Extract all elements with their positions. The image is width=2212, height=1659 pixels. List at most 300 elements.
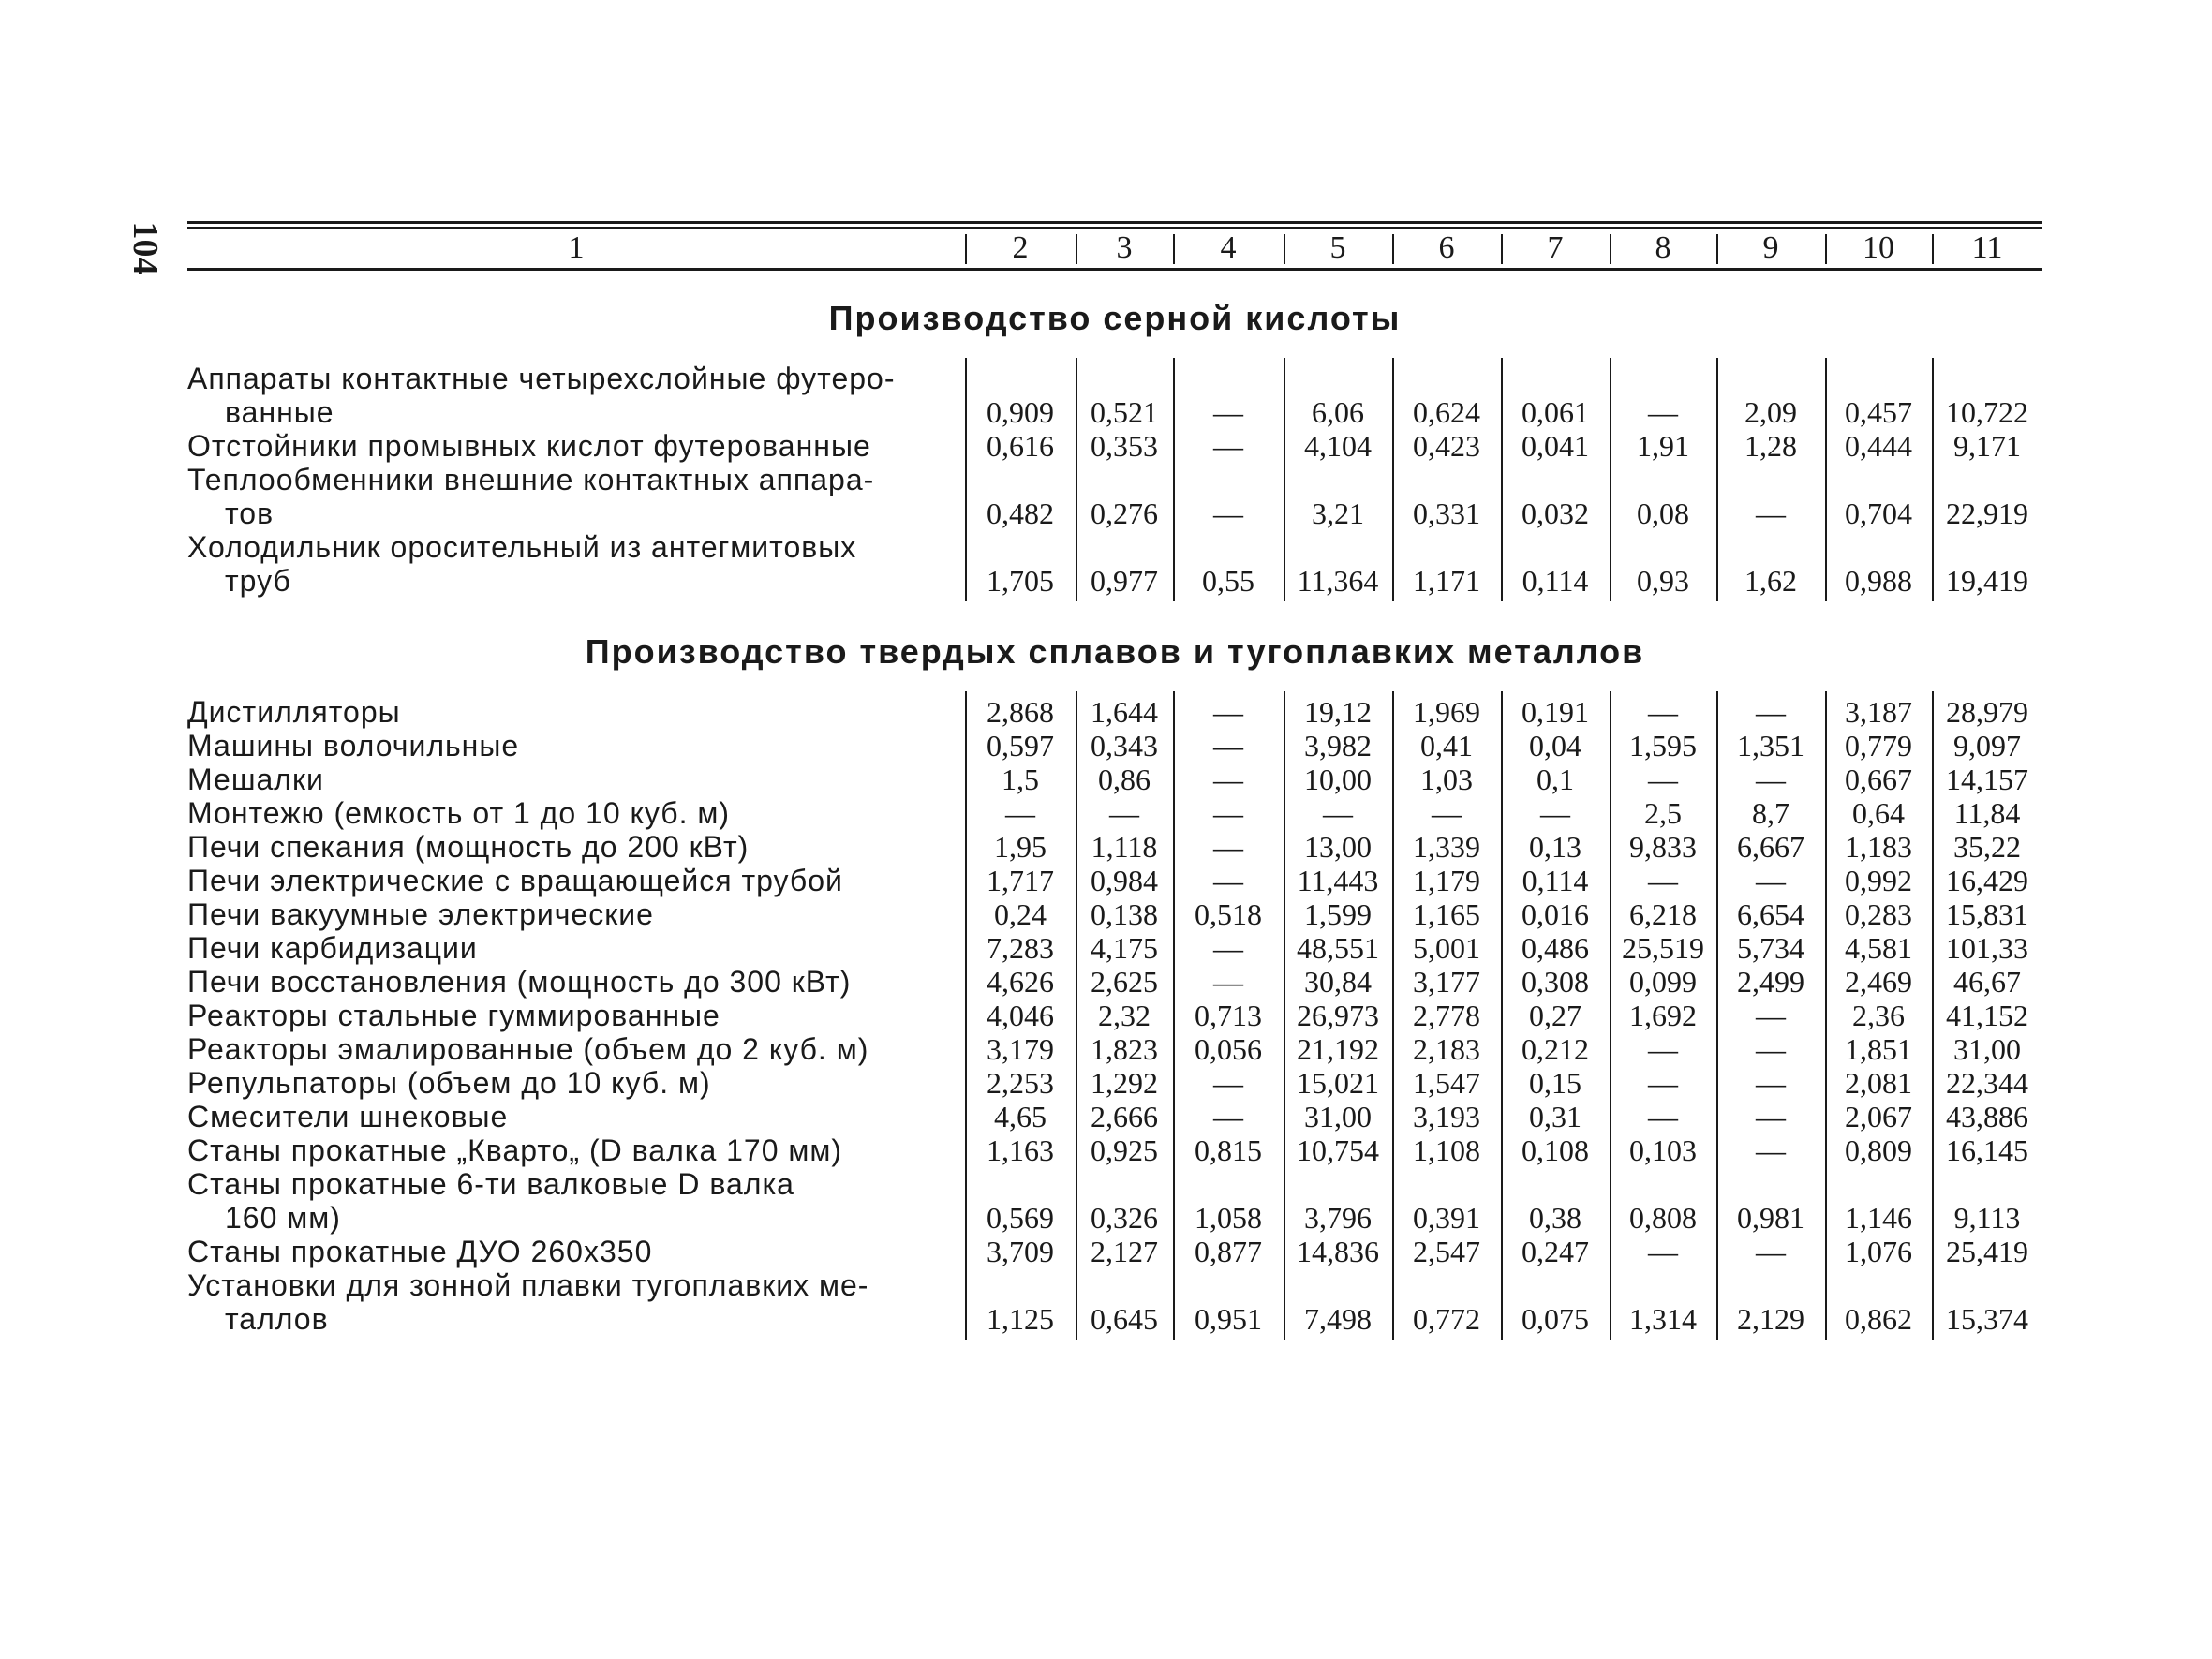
column-rule	[1173, 358, 1175, 601]
value-cell-col-11: 101,33	[1946, 931, 2028, 965]
value-cell-col-5: 26,973	[1297, 999, 1379, 1032]
section-title: Производство твердых сплавов и тугоплавких металлов	[585, 632, 1645, 671]
table-row	[187, 931, 2042, 965]
value-cell-col-4: —	[1213, 796, 1243, 830]
value-cell-col-9: —	[1756, 999, 1786, 1032]
value-cell-col-3: 1,644	[1091, 695, 1158, 729]
row-name-line: Монтежю (емкость от 1 до 10 куб. м)	[187, 796, 730, 830]
value-cell-col-5: 3,982	[1304, 729, 1372, 763]
table-row	[187, 796, 2042, 830]
row-name-line: Репульпаторы (объем до 10 куб. м)	[187, 1066, 711, 1100]
value-cell-col-6: 0,331	[1413, 496, 1480, 530]
row-name-line: Смесители шнековые	[187, 1100, 509, 1133]
row-name	[187, 695, 965, 729]
value-cell-col-9: 2,499	[1737, 965, 1804, 999]
value-cell-col-6: 0,423	[1413, 429, 1480, 463]
value-cell-col-11: 41,152	[1946, 999, 2028, 1032]
value-cell-col-3: 2,127	[1091, 1235, 1158, 1268]
row-name	[187, 362, 965, 429]
value-cell-col-3: 4,175	[1091, 931, 1158, 965]
value-cell-col-9: 8,7	[1752, 796, 1789, 830]
value-cell-col-6: 1,03	[1420, 763, 1473, 796]
value-cell-col-3: 0,521	[1091, 395, 1158, 429]
value-cell-col-10: 1,076	[1845, 1235, 1912, 1268]
value-cell-col-10: 0,444	[1845, 429, 1912, 463]
table-row	[187, 897, 2042, 931]
column-header-10: 10	[1863, 230, 1894, 265]
column-rule	[965, 691, 967, 1340]
column-rule	[1716, 358, 1718, 601]
value-cell-col-10: 0,704	[1845, 496, 1912, 530]
value-cell-col-8: 0,099	[1629, 965, 1697, 999]
column-rule	[1932, 691, 1934, 1340]
row-name	[187, 763, 965, 796]
value-cell-col-7: 0,041	[1522, 429, 1589, 463]
column-rule	[1284, 691, 1285, 1340]
table-row	[187, 965, 2042, 999]
column-header-3: 3	[1116, 230, 1133, 265]
value-cell-col-3: 0,276	[1091, 496, 1158, 530]
value-cell-col-2: 0,616	[987, 429, 1054, 463]
value-cell-col-4: —	[1213, 429, 1243, 463]
value-cell-col-6: 1,969	[1413, 695, 1480, 729]
value-cell-col-7: 0,212	[1522, 1032, 1589, 1066]
value-cell-col-7: 0,31	[1529, 1100, 1581, 1133]
value-cell-col-5: 10,00	[1304, 763, 1372, 796]
row-name-line: Отстойники промывных кислот футерованные	[187, 429, 871, 463]
value-cell-col-4: 0,951	[1195, 1302, 1262, 1336]
value-cell-col-10: 2,067	[1845, 1100, 1912, 1133]
value-cell-col-8: 6,218	[1629, 897, 1697, 931]
row-name	[187, 1032, 965, 1066]
value-cell-col-6: 1,339	[1413, 830, 1480, 864]
row-name	[187, 1133, 965, 1167]
row-name-line: Печи спекания (мощность до 200 кВт)	[187, 830, 750, 864]
value-cell-col-9: 6,654	[1737, 897, 1804, 931]
column-header-2: 2	[1012, 230, 1029, 265]
value-cell-col-7: 0,13	[1529, 830, 1581, 864]
header-bottom-rule	[187, 268, 2042, 271]
value-cell-col-9: 1,62	[1744, 564, 1797, 598]
value-cell-col-6: 2,183	[1413, 1032, 1480, 1066]
value-cell-col-11: 25,419	[1946, 1235, 2028, 1268]
column-rule	[1076, 358, 1077, 601]
row-name-line: Дистилляторы	[187, 695, 401, 729]
row-name-line: Реакторы эмалированные (объем до 2 куб. м)	[187, 1032, 869, 1066]
column-header-8: 8	[1655, 230, 1671, 265]
column-header-6: 6	[1438, 230, 1455, 265]
value-cell-col-7: 0,1	[1537, 763, 1574, 796]
value-cell-col-5: 10,754	[1297, 1133, 1379, 1167]
column-rule	[1716, 691, 1718, 1340]
value-cell-col-8: —	[1648, 1032, 1678, 1066]
table-row	[187, 864, 2042, 897]
row-name	[187, 1066, 965, 1100]
value-cell-col-4: —	[1213, 931, 1243, 965]
row-name-line: Установки для зонной плавки тугоплавких ме-	[187, 1268, 869, 1302]
value-cell-col-8: —	[1648, 695, 1678, 729]
value-cell-col-4: —	[1213, 395, 1243, 429]
column-header-7: 7	[1547, 230, 1564, 265]
value-cell-col-9: —	[1756, 1235, 1786, 1268]
value-cell-col-11: 22,344	[1946, 1066, 2028, 1100]
value-cell-col-10: 1,183	[1845, 830, 1912, 864]
value-cell-col-2: 1,717	[987, 864, 1054, 897]
data-table	[187, 221, 2042, 1401]
column-rule	[1076, 691, 1077, 1340]
value-cell-col-11: 31,00	[1953, 1032, 2021, 1066]
value-cell-col-6: 2,778	[1413, 999, 1480, 1032]
table-row	[187, 1235, 2042, 1268]
value-cell-col-4: —	[1213, 830, 1243, 864]
row-name-line: Станы прокатные 6-ти валковые D валка	[187, 1167, 794, 1201]
value-cell-col-9: 0,981	[1737, 1201, 1804, 1235]
value-cell-col-9: 5,734	[1737, 931, 1804, 965]
value-cell-col-11: 43,886	[1946, 1100, 2028, 1133]
row-name-line: Теплообменники внешние контактных аппара-	[187, 463, 875, 496]
value-cell-col-3: —	[1109, 796, 1139, 830]
value-cell-col-4: 0,55	[1202, 564, 1254, 598]
table-row	[187, 830, 2042, 864]
column-rule	[1501, 691, 1503, 1340]
value-cell-col-6: 1,108	[1413, 1133, 1480, 1167]
value-cell-col-4: —	[1213, 965, 1243, 999]
value-cell-col-8: 25,519	[1622, 931, 1704, 965]
header-separator	[1501, 234, 1503, 264]
value-cell-col-8: —	[1648, 763, 1678, 796]
value-cell-col-7: 0,486	[1522, 931, 1589, 965]
page-number: 104	[126, 221, 165, 275]
value-cell-col-4: 1,058	[1195, 1201, 1262, 1235]
row-name	[187, 1167, 965, 1235]
value-cell-col-5: 11,443	[1297, 864, 1379, 897]
value-cell-col-4: —	[1213, 763, 1243, 796]
value-cell-col-9: —	[1756, 864, 1786, 897]
value-cell-col-11: 19,419	[1946, 564, 2028, 598]
table-row	[187, 1032, 2042, 1066]
value-cell-col-3: 1,292	[1091, 1066, 1158, 1100]
value-cell-col-7: 0,075	[1522, 1302, 1589, 1336]
row-name-line: 160 мм)	[225, 1201, 341, 1235]
value-cell-col-7: 0,247	[1522, 1235, 1589, 1268]
value-cell-col-3: 0,86	[1098, 763, 1151, 796]
value-cell-col-4: 0,815	[1195, 1133, 1262, 1167]
value-cell-col-4: —	[1213, 1066, 1243, 1100]
value-cell-col-8: —	[1648, 1066, 1678, 1100]
table-row	[187, 695, 2042, 729]
column-rule	[1173, 691, 1175, 1340]
column-header-1: 1	[568, 230, 585, 265]
column-rule	[1610, 358, 1611, 601]
row-name-line: ванные	[225, 395, 334, 429]
table-row	[187, 729, 2042, 763]
value-cell-col-2: 4,65	[994, 1100, 1047, 1133]
value-cell-col-6: 5,001	[1413, 931, 1480, 965]
value-cell-col-7: 0,04	[1529, 729, 1581, 763]
value-cell-col-6: 0,391	[1413, 1201, 1480, 1235]
value-cell-col-10: 1,146	[1845, 1201, 1912, 1235]
value-cell-col-9: —	[1756, 496, 1786, 530]
value-cell-col-9: 2,09	[1744, 395, 1797, 429]
header-separator	[1716, 234, 1718, 264]
value-cell-col-9: —	[1756, 1066, 1786, 1100]
table-row	[187, 463, 2042, 530]
value-cell-col-11: 10,722	[1946, 395, 2028, 429]
row-name	[187, 830, 965, 864]
value-cell-col-11: 16,145	[1946, 1133, 2028, 1167]
value-cell-col-3: 0,984	[1091, 864, 1158, 897]
value-cell-col-6: 0,772	[1413, 1302, 1480, 1336]
value-cell-col-10: 0,988	[1845, 564, 1912, 598]
value-cell-col-5: 6,06	[1312, 395, 1364, 429]
value-cell-col-7: 0,032	[1522, 496, 1589, 530]
value-cell-col-11: 28,979	[1946, 695, 2028, 729]
table-row	[187, 1167, 2042, 1235]
value-cell-col-6: 1,547	[1413, 1066, 1480, 1100]
value-cell-col-2: 0,569	[987, 1201, 1054, 1235]
value-cell-col-8: 0,93	[1637, 564, 1689, 598]
row-name	[187, 965, 965, 999]
value-cell-col-7: 0,114	[1522, 864, 1589, 897]
value-cell-col-11: 15,374	[1946, 1302, 2028, 1336]
value-cell-col-6: 1,179	[1413, 864, 1480, 897]
value-cell-col-3: 1,118	[1091, 830, 1158, 864]
value-cell-col-5: 11,364	[1297, 564, 1379, 598]
value-cell-col-7: 0,27	[1529, 999, 1581, 1032]
value-cell-col-9: 6,667	[1737, 830, 1804, 864]
value-cell-col-8: 9,833	[1629, 830, 1697, 864]
header-separator	[1610, 234, 1611, 264]
table-row	[187, 999, 2042, 1032]
value-cell-col-4: —	[1213, 695, 1243, 729]
value-cell-col-7: 0,191	[1522, 695, 1589, 729]
column-rule	[1825, 691, 1827, 1340]
value-cell-col-7: 0,114	[1522, 564, 1589, 598]
column-header-11: 11	[1971, 230, 2003, 265]
value-cell-col-10: 0,992	[1845, 864, 1912, 897]
header-separator	[1076, 234, 1077, 264]
row-name	[187, 1235, 965, 1268]
value-cell-col-5: 31,00	[1304, 1100, 1372, 1133]
value-cell-col-4: —	[1213, 1100, 1243, 1133]
column-header-5: 5	[1329, 230, 1346, 265]
value-cell-col-10: 0,283	[1845, 897, 1912, 931]
value-cell-col-4: 0,056	[1195, 1032, 1262, 1066]
value-cell-col-7: 0,061	[1522, 395, 1589, 429]
column-header-9: 9	[1762, 230, 1779, 265]
row-name	[187, 429, 965, 463]
value-cell-col-2: 3,709	[987, 1235, 1054, 1268]
header-separator	[1932, 234, 1934, 264]
table-row	[187, 1268, 2042, 1336]
value-cell-col-5: 4,104	[1304, 429, 1372, 463]
value-cell-col-8: 0,808	[1629, 1201, 1697, 1235]
value-cell-col-6: 3,177	[1413, 965, 1480, 999]
row-name-line: Машины волочильные	[187, 729, 520, 763]
value-cell-col-10: 0,779	[1845, 729, 1912, 763]
value-cell-col-9: 1,28	[1744, 429, 1797, 463]
value-cell-col-5: 21,192	[1297, 1032, 1379, 1066]
value-cell-col-10: 0,809	[1845, 1133, 1912, 1167]
value-cell-col-2: 2,868	[987, 695, 1054, 729]
table-top-rule-inner	[187, 227, 2042, 229]
row-name	[187, 931, 965, 965]
value-cell-col-7: 0,15	[1529, 1066, 1581, 1100]
value-cell-col-2: 3,179	[987, 1032, 1054, 1066]
value-cell-col-3: 0,925	[1091, 1133, 1158, 1167]
value-cell-col-4: 0,877	[1195, 1235, 1262, 1268]
row-name-line: труб	[225, 564, 291, 598]
value-cell-col-3: 0,343	[1091, 729, 1158, 763]
column-rule	[1392, 691, 1394, 1340]
table-row	[187, 1133, 2042, 1167]
value-cell-col-11: 9,097	[1953, 729, 2021, 763]
value-cell-col-5: 1,599	[1304, 897, 1372, 931]
value-cell-col-2: 4,046	[987, 999, 1054, 1032]
column-rule	[1825, 358, 1827, 601]
row-name	[187, 897, 965, 931]
value-cell-col-6: 0,624	[1413, 395, 1480, 429]
value-cell-col-11: 16,429	[1946, 864, 2028, 897]
value-cell-col-10: 0,667	[1845, 763, 1912, 796]
value-cell-col-5: 3,796	[1304, 1201, 1372, 1235]
value-cell-col-10: 0,457	[1845, 395, 1912, 429]
value-cell-col-5: 13,00	[1304, 830, 1372, 864]
row-name-line: таллов	[225, 1302, 329, 1336]
value-cell-col-2: 0,24	[994, 897, 1047, 931]
value-cell-col-3: 1,823	[1091, 1032, 1158, 1066]
row-name-line: Печи электрические с вращающейся трубой	[187, 864, 843, 897]
row-name-line: Станы прокатные ДУО 260x350	[187, 1235, 653, 1268]
value-cell-col-2: 1,95	[994, 830, 1047, 864]
value-cell-col-7: 0,38	[1529, 1201, 1581, 1235]
value-cell-col-5: 14,836	[1297, 1235, 1379, 1268]
value-cell-col-8: —	[1648, 1235, 1678, 1268]
value-cell-col-5: 48,551	[1297, 931, 1379, 965]
header-separator	[1825, 234, 1827, 264]
table-row	[187, 362, 2042, 429]
value-cell-col-2: 4,626	[987, 965, 1054, 999]
row-name-line: Холодильник оросительный из антегмитовых	[187, 530, 857, 564]
column-header-4: 4	[1220, 230, 1237, 265]
value-cell-col-11: 35,22	[1953, 830, 2021, 864]
value-cell-col-3: 0,645	[1091, 1302, 1158, 1336]
value-cell-col-4: —	[1213, 864, 1243, 897]
header-separator	[1284, 234, 1285, 264]
value-cell-col-8: 2,5	[1644, 796, 1682, 830]
value-cell-col-9: —	[1756, 763, 1786, 796]
value-cell-col-4: 0,518	[1195, 897, 1262, 931]
value-cell-col-9: 2,129	[1737, 1302, 1804, 1336]
row-name	[187, 796, 965, 830]
value-cell-col-8: 0,08	[1637, 496, 1689, 530]
row-name	[187, 1100, 965, 1133]
value-cell-col-9: 1,351	[1737, 729, 1804, 763]
value-cell-col-8: —	[1648, 395, 1678, 429]
value-cell-col-5: 15,021	[1297, 1066, 1379, 1100]
value-cell-col-2: 1,705	[987, 564, 1054, 598]
table-row	[187, 1066, 2042, 1100]
value-cell-col-8: —	[1648, 1100, 1678, 1133]
value-cell-col-8: 1,692	[1629, 999, 1697, 1032]
value-cell-col-7: —	[1540, 796, 1570, 830]
value-cell-col-7: 0,016	[1522, 897, 1589, 931]
column-rule	[1932, 358, 1934, 601]
value-cell-col-4: —	[1213, 729, 1243, 763]
row-name-line: Печи восстановления (мощность до 300 кВт)	[187, 965, 852, 999]
value-cell-col-10: 4,581	[1845, 931, 1912, 965]
value-cell-col-9: —	[1756, 1133, 1786, 1167]
value-cell-col-6: 2,547	[1413, 1235, 1480, 1268]
value-cell-col-2: 0,482	[987, 496, 1054, 530]
row-name	[187, 463, 965, 530]
value-cell-col-3: 2,666	[1091, 1100, 1158, 1133]
header-separator	[1392, 234, 1394, 264]
value-cell-col-11: 14,157	[1946, 763, 2028, 796]
row-name	[187, 1268, 965, 1336]
value-cell-col-11: 22,919	[1946, 496, 2028, 530]
column-rule	[1501, 358, 1503, 601]
value-cell-col-7: 0,108	[1522, 1133, 1589, 1167]
value-cell-col-3: 2,625	[1091, 965, 1158, 999]
value-cell-col-11: 15,831	[1946, 897, 2028, 931]
row-name	[187, 530, 965, 598]
value-cell-col-2: —	[1005, 796, 1035, 830]
value-cell-col-8: 1,595	[1629, 729, 1697, 763]
value-cell-col-3: 0,977	[1091, 564, 1158, 598]
row-name-line: Реакторы стальные гуммированные	[187, 999, 720, 1032]
section-title: Производство серной кислоты	[828, 299, 1402, 337]
table-row	[187, 1100, 2042, 1133]
row-name-line: Станы прокатные „Кварто„ (D валка 170 мм)	[187, 1133, 843, 1167]
row-name-line: Аппараты контактные четырехслойные футеро-	[187, 362, 896, 395]
column-rule	[1392, 358, 1394, 601]
column-rule	[965, 358, 967, 601]
row-name-line: Мешалки	[187, 763, 324, 796]
column-rule	[1610, 691, 1611, 1340]
value-cell-col-2: 1,5	[1002, 763, 1039, 796]
value-cell-col-10: 2,081	[1845, 1066, 1912, 1100]
value-cell-col-8: 1,91	[1637, 429, 1689, 463]
value-cell-col-6: —	[1432, 796, 1462, 830]
value-cell-col-11: 9,113	[1953, 1201, 2021, 1235]
value-cell-col-5: —	[1323, 796, 1353, 830]
table-row	[187, 763, 2042, 796]
value-cell-col-3: 2,32	[1098, 999, 1151, 1032]
value-cell-col-6: 1,165	[1413, 897, 1480, 931]
row-name	[187, 729, 965, 763]
value-cell-col-5: 19,12	[1304, 695, 1372, 729]
value-cell-col-10: 0,862	[1845, 1302, 1912, 1336]
value-cell-col-8: 1,314	[1629, 1302, 1697, 1336]
value-cell-col-8: 0,103	[1629, 1133, 1697, 1167]
row-name	[187, 999, 965, 1032]
value-cell-col-2: 0,909	[987, 395, 1054, 429]
value-cell-col-4: 0,713	[1195, 999, 1262, 1032]
value-cell-col-6: 3,193	[1413, 1100, 1480, 1133]
value-cell-col-3: 0,353	[1091, 429, 1158, 463]
value-cell-col-4: —	[1213, 496, 1243, 530]
value-cell-col-10: 3,187	[1845, 695, 1912, 729]
value-cell-col-2: 7,283	[987, 931, 1054, 965]
value-cell-col-5: 30,84	[1304, 965, 1372, 999]
value-cell-col-2: 2,253	[987, 1066, 1054, 1100]
value-cell-col-10: 2,36	[1852, 999, 1905, 1032]
row-name-line: тов	[225, 496, 275, 530]
value-cell-col-5: 3,21	[1312, 496, 1364, 530]
row-name-line: Печи карбидизации	[187, 931, 478, 965]
value-cell-col-8: —	[1648, 864, 1678, 897]
